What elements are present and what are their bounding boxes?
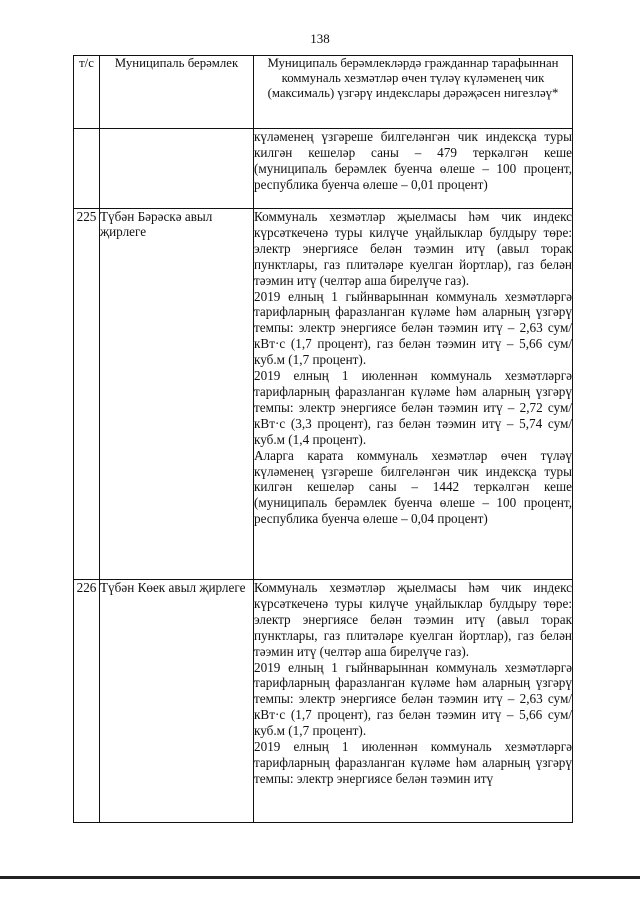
row-num: 226 bbox=[74, 580, 100, 823]
row-paragraph: 2019 елның 1 июленнән коммуналь хезмәтләргә тарифларның фаразланган күләме һәм аларның үзгәрү темпы: электр энергиясе белән тәэмин итү bbox=[254, 739, 572, 786]
header-description: Муниципаль берәмлекләрдә гражданнар тарафыннан коммуналь хезмәтләр өчен түләү күләменең чик (максималь) үзгәрү индекслары дәрәҗәсен нигезләү* bbox=[254, 56, 573, 129]
table-header-row bbox=[74, 56, 573, 129]
row-municipality: Түбән Бәрәскә авыл җирлеге bbox=[100, 209, 254, 580]
row-text-cell bbox=[254, 209, 573, 580]
page-number: 138 bbox=[310, 31, 330, 46]
row-text-cell bbox=[254, 580, 573, 823]
row-paragraph: 2019 елның 1 гыйнварыннан коммуналь хезмәтләргә тарифларның фаразланган күләме һәм аларның үзгәрү темпы: электр энергиясе белән тәэмин итү – 2,63 сум/кВт·с (1,7 процент), газ белән тәэмин итү – 5,66 сум/куб.м (1,7 процент). bbox=[254, 659, 572, 739]
header-num: т/с bbox=[74, 56, 100, 129]
continuation-num-cell bbox=[74, 129, 100, 209]
row-paragraph: Аларга карата коммуналь хезмәтләр өчен түләү күләменең үзгәреше билгеләнгән чик индексқа туры килгән кешеләр саны – 1442 теркәлгән кеше (муниципаль берәмлек буенча өлеше – 100 процент, республика буенча өлеше – 0,04 процент) bbox=[254, 447, 572, 527]
row-paragraph: 2019 елның 1 гыйнварыннан коммуналь хезмәтләргә тарифларның фаразланган күләме һәм аларның үзгәрү темпы: электр энергиясе белән тәэмин итү – 2,63 сум/кВт·с (1,7 процент), газ белән тәэмин итү – 5,66 сум/куб.м (1,7 процент). bbox=[254, 288, 572, 368]
tariff-table bbox=[73, 55, 573, 823]
continuation-text: күләменең үзгәреше билгеләнгән чик индексқа туры килгән кешеләр саны – 479 теркәлгән кеше (муниципаль берәмлек буенча өлеше – 100 процент, республика буенча өлеше – 0,01 процент) bbox=[254, 129, 572, 192]
table-row bbox=[74, 209, 573, 580]
header-municipality: Муниципаль берәмлек bbox=[100, 56, 254, 129]
row-paragraph: Коммуналь хезмәтләр җыелмасы һәм чик индекс күрсәткеченә туры килүче уңайлыклар булдыру төре: электр энергиясе белән тәэмин итү (авыл торак пунктлары, газ плитәләре куелган йортлар), газ белән тәэмин итү (челтәр аша бирелүче газ). bbox=[254, 209, 572, 288]
page-bottom-edge bbox=[0, 876, 640, 879]
row-paragraph: 2019 елның 1 июленнән коммуналь хезмәтләргә тарифларның фаразланган күләме һәм аларның үзгәрү темпы: электр энергиясе белән тәэмин итү – 2,72 сум/кВт·с (3,3 процент), газ белән тәэмин итү – 5,74 сум/куб.м (1,4 процент). bbox=[254, 368, 572, 447]
continuation-row bbox=[74, 129, 573, 209]
row-municipality: Түбән Көек авыл җирлеге bbox=[100, 580, 254, 823]
table-row bbox=[74, 580, 573, 823]
continuation-text-cell bbox=[254, 129, 573, 209]
continuation-mun-cell bbox=[100, 129, 254, 209]
row-num: 225 bbox=[74, 209, 100, 580]
row-paragraph: Коммуналь хезмәтләр җыелмасы һәм чик индекс күрсәткеченә туры килүче уңайлыклар булдыру төре: электр энергиясе белән тәэмин итү (авыл торак пунктлары, газ плитәләре куелган йортлар), газ белән тәэмин итү (челтәр аша бирелүче газ). bbox=[254, 580, 572, 659]
